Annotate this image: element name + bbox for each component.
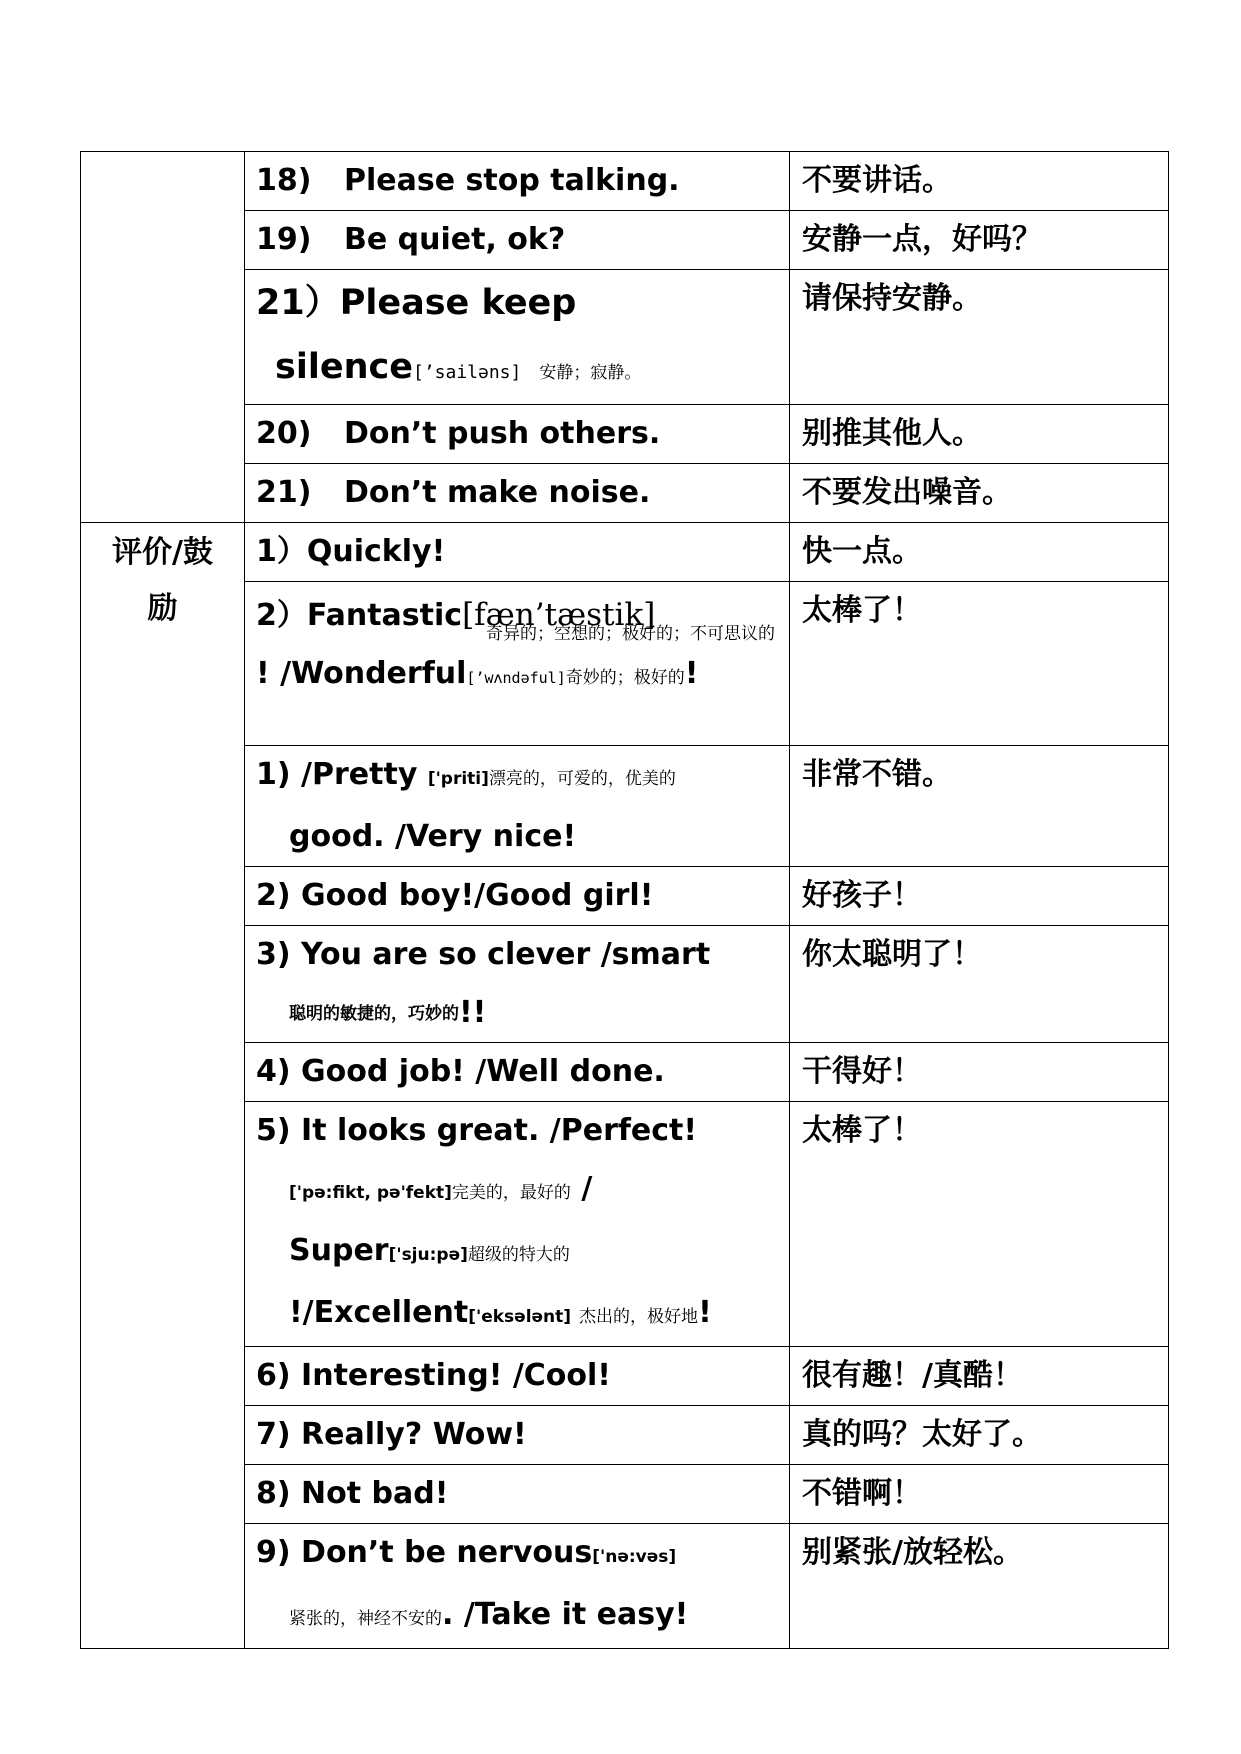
chinese-translation: 别推其他人。 [802,416,982,451]
phonetic: ['eksələnt] [468,1307,572,1327]
english-cell [245,1043,790,1102]
row-number: 2） [256,598,307,633]
row-number: 2) [256,878,291,913]
table-row [81,1347,1169,1406]
table-row [81,405,1169,464]
row-number: 9) [256,1535,291,1570]
chinese-translation: 太棒了！ [802,593,922,628]
chinese-translation: 不错啊！ [802,1476,922,1511]
gloss: 安静；寂静 [539,363,625,383]
english-phrase: Be quiet, ok? [344,222,566,257]
chinese-translation: 请保持安静。 [802,281,982,316]
row-number: 1) [256,757,291,792]
row-number: 21） [256,283,340,323]
table-row [81,523,1169,582]
table-row [81,270,1169,405]
english-cell: 3) You are so clever /smart 聪明的敏捷的，巧妙的!! [245,926,790,1043]
chinese-translation: 非常不错。 [802,757,952,792]
english-cell [245,523,790,582]
english-phrase: Not bad! [301,1476,449,1511]
chinese-cell [790,152,1169,211]
phonetic: ['priti] [427,769,489,789]
chinese-translation: 很有趣！/真酷！ [802,1358,1023,1393]
chinese-cell [790,1524,1169,1649]
table-row [81,464,1169,523]
english-cell: 5) It looks great. /Perfect! ['pə:fikt, pə'fekt]完美的，最好的 / Super['sju:pə]超级的特大的 !/Excellent['eksələnt] 杰出的，极好地! [245,1102,790,1347]
phrase-table [80,151,1169,1649]
gloss: 完美的，最好的 [451,1183,571,1203]
chinese-translation: 你太聪明了！ [802,937,982,972]
chinese-translation: 不要讲话。 [802,163,952,198]
english-word: Fantastic [306,598,463,633]
english-phrase: Don’t push others. [344,416,661,451]
phonetic: [’wʌndəful] [466,669,566,687]
english-phrase: good. /Very nice! [289,819,577,854]
english-cell: 2）Fantastic[fæn’tæstik] 奇异的；空想的；极好的；不可思议的 ! /Wonderful[’wʌndəful]奇妙的；极好的! [245,582,790,746]
chinese-cell [790,926,1169,1043]
chinese-cell [790,1465,1169,1524]
phonetic: ['sju:pə] [388,1245,468,1265]
chinese-translation: 不要发出噪音。 [802,475,1012,510]
chinese-cell [790,746,1169,867]
row-number: 5) [256,1113,291,1148]
table-row [81,582,1169,746]
gloss: 奇异的；空想的；极好的；不可思议的 [486,624,775,644]
table-row [81,152,1169,211]
chinese-cell [790,1347,1169,1406]
row-number: 1） [256,534,307,569]
chinese-translation: 安静一点，好吗？ [802,222,1042,257]
chinese-cell [790,1406,1169,1465]
table-row [81,1406,1169,1465]
table-row [81,1465,1169,1524]
gloss: 奇妙的；极好的 [565,668,685,688]
chinese-cell [790,1102,1169,1347]
english-phrase: Please stop talking. [344,163,680,198]
english-phrase: You are so clever /smart [301,937,711,972]
category-cell [81,523,245,1649]
table-row [81,746,1169,867]
english-phrase: Don’t be nervous [301,1535,593,1570]
category-label: 评价/鼓励 [112,535,213,626]
english-word: silence [275,347,413,387]
english-phrase: It looks great. /Perfect! [301,1113,698,1148]
english-phrase: Don’t make noise. [344,475,651,510]
category-cell-empty [81,152,245,523]
english-word: !/Excellent [289,1295,469,1330]
english-phrase: Good job! /Well done. [301,1054,665,1089]
english-word: Super [289,1233,389,1268]
english-phrase: Good boy!/Good girl! [301,878,654,913]
row-number: 3) [256,937,291,972]
english-cell [245,405,790,464]
gloss: 超级的特大的 [467,1245,570,1265]
gloss: 杰出的，极好地 [579,1307,699,1327]
table-row [81,1043,1169,1102]
english-phrase: /Take it easy! [463,1597,689,1632]
gloss: 漂亮的，可爱的，优美的 [488,769,676,789]
chinese-cell [790,523,1169,582]
chinese-translation: 好孩子！ [802,878,922,913]
chinese-translation: 干得好！ [802,1054,922,1089]
english-word: /Pretty [301,757,418,792]
chinese-translation: 真的吗？太好了。 [802,1417,1042,1452]
gloss: 紧张的，神经不安的 [289,1609,442,1629]
row-number: 6) [256,1358,291,1393]
phonetic: ['nə:vəs] [592,1547,677,1567]
row-number: 8) [256,1476,291,1511]
table-row [81,1102,1169,1347]
chinese-translation: 快一点。 [802,534,922,569]
english-cell [245,464,790,523]
english-cell [245,211,790,270]
phonetic: [fæn’tæstik] [462,597,656,633]
english-phrase: Quickly! [306,534,446,569]
table-row [81,1524,1169,1649]
english-phrase: Interesting! /Cool! [301,1358,611,1393]
row-number: 20) [256,416,312,451]
english-cell [245,1347,790,1406]
phonetic: ['pə:fikt, pə'fekt] [289,1183,452,1203]
english-cell [245,152,790,211]
english-cell [245,1406,790,1465]
row-number: 21) [256,475,312,510]
phonetic: [’sailəns] [412,362,522,383]
row-number: 4) [256,1054,291,1089]
english-cell [245,1465,790,1524]
english-phrase: Really? Wow! [301,1417,527,1452]
english-cell: 9) Don’t be nervous['nə:vəs] 紧张的，神经不安的. /Take it easy! [245,1524,790,1649]
english-cell: 21）Please keep silence[’sailəns] 安静；寂静。 [245,270,790,405]
chinese-cell [790,582,1169,746]
english-cell [245,867,790,926]
chinese-translation: 太棒了！ [802,1113,922,1148]
gloss: 聪明的敏捷的，巧妙的 [289,1003,459,1024]
english-word: /Wonderful [280,656,467,691]
row-number: 18) [256,163,312,198]
english-cell [245,746,790,867]
chinese-translation: 别紧张/放轻松。 [802,1535,1023,1570]
chinese-cell [790,464,1169,523]
row-number: 7) [256,1417,291,1452]
chinese-cell [790,211,1169,270]
chinese-cell [790,1043,1169,1102]
row-number: 19) [256,222,312,257]
chinese-cell [790,867,1169,926]
chinese-cell [790,405,1169,464]
chinese-cell [790,270,1169,405]
english-phrase: Please keep [339,283,577,323]
table-row [81,211,1169,270]
table-row [81,926,1169,1043]
table-row [81,867,1169,926]
